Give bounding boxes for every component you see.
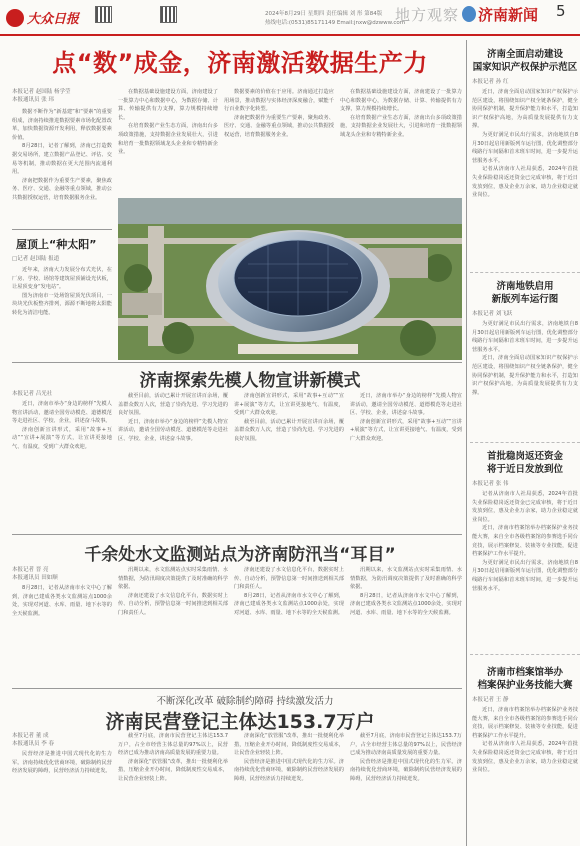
story4-paragraph: 截至7月底，济南市民营登记主体达153.7万户，占全市经营主体总量的97%以上，民营经济已成为推动济南高质量发展的重要力量。	[350, 733, 462, 757]
section-name: 济南新闻	[478, 6, 539, 24]
sidebar-item4-paragraph: 近日，济南市档案馆举办档案保护业务技能大赛，来自全市各级档案馆的参赛选手同台竞技，展示档案修复、装裱等专业技能，促进档案保护工作水平提升。	[472, 707, 578, 739]
story2-body-col4	[350, 392, 462, 530]
photo-feature-byline: □记者 赵国陆 报道	[12, 256, 60, 262]
sidebar-item2-paragraph: 近日，济南全面启动国家知识产权保护示范区建设，将围绕知识产权全链条保护，健全协同保护机制，提升保护能力和水平，打造知识产权保护高地，为高质量发展提供有力支撑。	[472, 355, 578, 396]
story3-paragraph: 汛期以来，水文监测站点实时采集雨情、水情数据，为防汛调度决策提供了及时准确的科学依据。	[118, 567, 228, 591]
story4-paragraph: 民营经济是推进中国式现代化的生力军。济南持续优化营商环境，破除制约民营经济发展的障碍，民营经济活力持续迸发。	[234, 758, 344, 782]
lead-paragraph: 在数据基础设施建设方面，济南建设了一批算力中心和数据中心，为数据存储、计算、传输提供有力支撑，算力规模持续增长。	[340, 89, 462, 113]
story3-body-col3	[234, 566, 344, 682]
sidebar-item4-byline: 本报记者 王 静	[472, 697, 509, 703]
sidebar-item1-paragraph: 近日，济南全面启动国家知识产权保护示范区建设，将围绕知识产权全链条保护，健全协同保护机制，提升保护能力和水平，打造知识产权保护高地，为高质量发展提供有力支撑。	[472, 89, 578, 130]
story2-headline: 济南探索先模人物宣讲新模式	[139, 371, 361, 391]
lead-headline: 点“数”成金，济南激活数据生产力	[52, 49, 428, 77]
story4-headline: 济南民营登记主体达153.7万户	[105, 711, 375, 733]
meta-contact-line: 热线电话:(0531)85171149 Email:jnxw@dzwww.com	[265, 20, 406, 26]
story4-body-col2	[118, 732, 228, 842]
photo-feature-paragraph: 近年来，济南大力发展分布式光伏，在厂房、学校、场馆等建筑屋顶铺设光伏板，让屋顶变身“发电站”。	[12, 267, 112, 291]
story3-paragraph: 汛期以来，水文监测站点实时采集雨情、水情数据，为防汛调度决策提供了及时准确的科学依据。	[350, 567, 462, 591]
sidebar-item2-byline: 本报记者 刘飞跃	[472, 311, 513, 317]
photo-feature-body	[12, 266, 112, 348]
lead-paragraph: 数据不断作为“新基建”和“要素”的重要组成，济南持续推进数据要素市场化配置改革，加快数据资源开发利用，释放数据要素价值。	[12, 109, 112, 141]
meta-date-line: 2024年8月29日 星期四 责任编辑 刘 彤 第84版	[265, 11, 383, 17]
sidebar-item3-paragraph: 为更好满足市民出行需求，济南地铁自8月30日起启用新版列车运行图，优化调整部分线路行车间隔和首末班车时间，进一步提升运营服务水平。	[472, 559, 578, 592]
story2-paragraph: 截至目前，活动已累计开展宣讲百余场，覆盖群众数万人次，营造了崇尚先进、学习先进的良好氛围。	[118, 393, 228, 417]
news-sidebar	[470, 40, 580, 846]
story4-kicker: 不断深化改革 破除制约障碍 持续激发活力	[156, 696, 334, 707]
masthead	[0, 0, 580, 38]
section-emblem-icon	[462, 6, 476, 22]
lead-paragraph: 在培育数据产业生态方面，济南出台多项政策措施，支持数据企业发展壮大，引进和培育一批数据领域龙头企业和专精特新企业。	[118, 123, 218, 156]
story4-body-col3	[234, 732, 344, 842]
divider	[12, 362, 462, 363]
newspaper-logo	[6, 8, 79, 27]
story3-body-col1	[12, 584, 112, 682]
page-number: 5	[556, 2, 566, 20]
sidebar-item4-paragraph: 记者从济南市人社局获悉，2024年首批失业保险稳岗返还资金已完成审核，将于近日发放到位，惠及企业万余家，助力企业稳定就业岗位。	[472, 741, 578, 774]
story3-body-col2	[118, 566, 228, 682]
masthead-meta	[265, 10, 405, 28]
photo-feature-title: 屋顶上“种太阳”	[16, 238, 97, 251]
story2-body-col2	[118, 392, 228, 530]
sidebar-divider	[470, 654, 580, 655]
story2-paragraph: 济南创新宣讲形式，采用“故事+互动”“宣讲+展演”等方式，让宣讲更接地气、有温度，受到广大群众欢迎。	[350, 418, 462, 442]
sidebar-item1-title: 济南全面启动建设 国家知识产权保护示范区	[472, 49, 578, 73]
story3-paragraph: 8月28日，记者从济南市水文中心了解到，济南已建成各类水文监测站点1000余处，实现对河道、水库、雨量、地下水等的全天候监测。	[12, 585, 112, 617]
story4-body-col4	[350, 732, 462, 842]
sidebar-divider	[466, 40, 467, 846]
story4-paragraph: 济南深化“放管服”改革，推出一批便利化举措，压缩企业开办时间，降低制度性交易成本，让民营企业轻装上阵。	[234, 733, 344, 757]
story3-paragraph: 济南还建设了水文信息化平台，数据实时上传、自动分析，预警信息第一时间推送到相关部门和责任人。	[234, 567, 344, 591]
story2-paragraph: 近日，济南市举办“身边的榜样”先模人物宣讲活动，邀请全国劳动模范、道德模范等走进社区、学校、企业，讲述奋斗故事。	[118, 418, 228, 442]
divider	[12, 534, 462, 535]
story3-headline: 千余处水文监测站点为济南防汛当“耳目”	[84, 545, 396, 565]
story4-paragraph: 济南深化“放管服”改革，推出一批便利化举措，压缩企业开办时间，降低制度性交易成本，让民营企业轻装上阵。	[118, 758, 228, 782]
lead-body-col1	[12, 108, 112, 226]
sidebar-item1-byline: 本报记者 孙 红	[472, 79, 509, 85]
sidebar-item3-paragraph: 近日，济南市档案馆举办档案保护业务技能大赛，来自全市各级档案馆的参赛选手同台竞技，展示档案修复、装裱等专业技能，促进档案保护工作水平提升。	[472, 525, 578, 558]
sidebar-item3-byline: 本报记者 张 伟	[472, 481, 509, 487]
story2-paragraph: 济南创新宣讲形式，采用“故事+互动”“宣讲+展演”等方式，让宣讲更接地气、有温度，受到广大群众欢迎。	[12, 426, 112, 450]
sidebar-item1-paragraph: 为更好满足市民出行需求，济南地铁自8月30日起启用新版列车运行图，优化调整部分线路行车间隔和首末班车时间，进一步提升运营服务水平。	[472, 131, 578, 164]
divider	[12, 229, 112, 230]
sidebar-item3-body	[472, 490, 578, 650]
lead-byline: 本报记者 赵国陆 杨学莹 本报通讯员 张 玮	[12, 89, 71, 103]
stadium-aerial-photo-image	[118, 198, 462, 360]
sidebar-divider	[470, 272, 580, 273]
lead-paragraph: 在数据基础设施建设方面，济南建设了一批算力中心和数据中心，为数据存储、计算、传输提供有力支撑，算力规模持续增长。	[118, 89, 218, 121]
story4-paragraph: 民营经济是推进中国式现代化的生力军。济南持续优化营商环境，破除制约民营经济发展的障碍，民营经济活力持续迸发。	[12, 751, 112, 775]
lead-paragraph: 在培育数据产业生态方面，济南出台多项政策措施，支持数据企业发展壮大，引进和培育一批数据领域龙头企业和专精特新企业。	[340, 114, 462, 138]
sidebar-divider	[470, 442, 580, 443]
story3-body-col4	[350, 566, 462, 682]
story4-paragraph: 截至7月底，济南市民营登记主体达153.7万户，占全市经营主体总量的97%以上，民营经济已成为推动济南高质量发展的重要力量。	[118, 733, 228, 757]
sidebar-item2-body	[472, 320, 578, 438]
sidebar-item3-paragraph: 记者从济南市人社局获悉，2024年首批失业保险稳岗返还资金已完成审核，将于近日发放到位，惠及企业万余家，助力企业稳定就业岗位。	[472, 491, 578, 523]
story4-body-col1	[12, 750, 112, 842]
story3-paragraph: 8月28日，记者从济南市水文中心了解到，济南已建成各类水文监测站点1000余处，实现对河道、水库、雨量、地下水等的全天候监测。	[350, 592, 462, 616]
story2-body-col3	[234, 392, 344, 530]
sidebar-item1-body	[472, 88, 578, 268]
lead-paragraph: 8月28日，记者了解到，济南已打造数据交易场所，建立数据产品登记、评估、交易等机制，推动数据在更大范围内流通利用。	[12, 143, 112, 176]
sidebar-item4-body	[472, 706, 578, 842]
lead-paragraph: 数据要素的价值在于应用。济南通过打造应用场景，推动数据与实体经济深度融合，赋能千行百业数字化转型。	[224, 89, 334, 113]
sidebar-item4-title: 济南市档案馆举办 档案保护业务技能大赛	[477, 667, 573, 691]
logo-text: 大众日报	[27, 12, 80, 27]
story4-byline: 本报记者 董 成 本报通讯员 李 春	[12, 733, 54, 747]
lead-paragraph: 济南把数据作为重要生产要素，聚焦政务、医疗、交通、金融等重点领域，推动公共数据授权运营，培育数据服务企业。	[12, 177, 112, 201]
sidebar-item1-paragraph: 记者从济南市人社局获悉，2024年首批失业保险稳岗返还资金已完成审核，将于近日发放到位，惠及企业万余家，助力企业稳定就业岗位。	[472, 166, 578, 199]
section-banner: 地方观察	[395, 6, 460, 24]
story2-paragraph: 近日，济南市举办“身边的榜样”先模人物宣讲活动，邀请全国劳动模范、道德模范等走进社区、学校、企业，讲述奋斗故事。	[12, 401, 112, 425]
logo-mark-icon	[6, 9, 24, 27]
story4-paragraph: 民营经济是推进中国式现代化的生力军。济南持续优化营商环境，破除制约民营经济发展的障碍，民营经济活力持续迸发。	[350, 758, 462, 782]
story2-paragraph: 济南创新宣讲形式，采用“故事+互动”“宣讲+展演”等方式，让宣讲更接地气、有温度，受到广大群众欢迎。	[234, 393, 344, 417]
divider	[12, 688, 462, 689]
story2-paragraph: 截至目前，活动已累计开展宣讲百余场，覆盖群众数万人次，营造了崇尚先进、学习先进的良好氛围。	[234, 418, 344, 442]
story3-byline: 本报记者 晋 亮 本报通讯员 田如顺	[12, 567, 58, 581]
story2-byline: 本报记者 吕光社	[12, 391, 53, 397]
story3-paragraph: 济南还建设了水文信息化平台，数据实时上传、自动分析，预警信息第一时间推送到相关部门和责任人。	[118, 592, 228, 616]
sidebar-item3-title: 首批稳岗返还资金 将于近日发放到位	[486, 451, 563, 475]
story2-paragraph: 近日，济南市举办“身边的榜样”先模人物宣讲活动，邀请全国劳动模范、道德模范等走进社区、学校、企业，讲述奋斗故事。	[350, 393, 462, 417]
photo-feature-paragraph: 图为济南市一处场馆屋顶光伏项目，一块块光伏板整齐排列，源源不断地将太阳能转化为清洁电能。	[12, 292, 112, 316]
lead-paragraph: 济南把数据作为重要生产要素，聚焦政务、医疗、交通、金融等重点领域，推动公共数据授权运营，培育数据服务企业。	[224, 114, 334, 138]
sidebar-item2-paragraph: 为更好满足市民出行需求，济南地铁自8月30日起启用新版列车运行图，优化调整部分线路行车间隔和首末班车时间，进一步提升运营服务水平。	[472, 321, 578, 353]
sidebar-item2-title: 济南地铁启用 新版列车运行图	[491, 281, 559, 305]
qr-code-icon	[160, 6, 177, 23]
story2-body-col1	[12, 400, 112, 530]
stadium-aerial-photo	[118, 198, 462, 360]
qr-code-icon	[95, 6, 112, 23]
story3-paragraph: 8月28日，记者从济南市水文中心了解到，济南已建成各类水文监测站点1000余处，实现对河道、水库、雨量、地下水等的全天候监测。	[234, 592, 344, 616]
masthead-rule	[0, 34, 580, 36]
